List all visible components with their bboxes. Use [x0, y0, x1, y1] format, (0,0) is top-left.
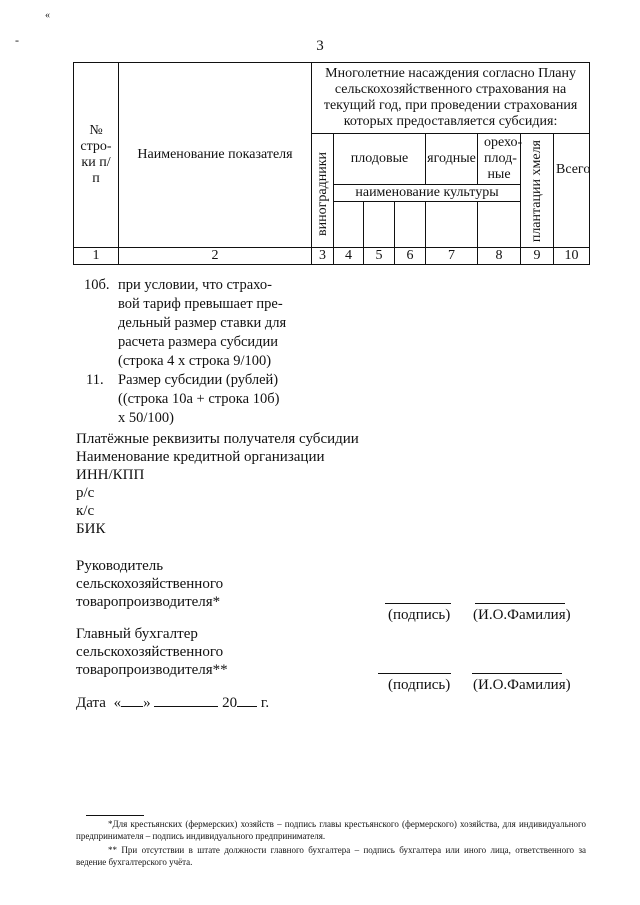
row-text-line: Размер субсидии (рублей): [118, 372, 279, 388]
date-day-blank: [121, 694, 143, 707]
row-number: 10б.: [84, 277, 110, 293]
accountant-title-line: сельскохозяйственного: [76, 644, 224, 660]
column-number: 4: [334, 248, 364, 265]
date-line: [76, 694, 269, 712]
empty-cell: [364, 201, 395, 247]
empty-cell: [426, 201, 478, 247]
footnote-1: *Для крестьянских (фермерских) хозяйств – подпись главы крестьянского (фермерского) хозяйства, для индивидуального предпринимателя – подпись индивидуального предпринимателя.: [76, 819, 586, 841]
head-signature-caption: (подпись): [388, 607, 451, 623]
row-text-line: при условии, что страхо-: [118, 277, 272, 293]
accountant-title-line: товаропроизводителя**: [76, 662, 228, 678]
bank-name-label: Наименование кредитной организации: [76, 449, 325, 465]
inn-kpp-label: ИНН/КПП: [76, 467, 145, 483]
head-title-line: сельскохозяйственного: [76, 576, 224, 592]
column-number: 8: [478, 248, 521, 265]
accountant-title-line: Главный бухгалтер: [76, 626, 198, 642]
bik-label: БИК: [76, 521, 106, 537]
accountant-signature-line: [378, 673, 451, 674]
row-number: 11.: [86, 372, 104, 388]
column-number: 2: [119, 248, 312, 265]
header-fruit: плодовые: [334, 134, 426, 185]
header-nut: орехо-плод-ные: [478, 134, 521, 185]
payment-requisites: [76, 430, 359, 538]
header-berry: ягодные: [426, 134, 478, 185]
column-number: 10: [554, 248, 590, 265]
header-row-number: № стро-ки п/п: [74, 63, 119, 248]
margin-mark-left: -: [15, 33, 19, 47]
footnote-2: ** При отсутствии в штате должности главного бухгалтера – подпись бухгалтера или иного лица, ответственного за ведение бухгалтерского учёта.: [76, 845, 586, 867]
requisites-title: Платёжные реквизиты получателя субсидии: [76, 431, 359, 447]
accountant-name-line: [472, 673, 562, 674]
date-year-suffix: г.: [260, 695, 270, 711]
date-open-quote: «: [113, 695, 122, 711]
header-perennial-plantings: Многолетние насаждения согласно Плану сельскохозяйственного страхования на текущий год, при проведении страхования которых предоставляется субсидия:: [312, 63, 590, 134]
column-number: 3: [312, 248, 334, 265]
header-hop: [521, 134, 554, 248]
row-text-line: расчета размера субсидии: [118, 334, 279, 350]
corr-account-label: к/с: [76, 503, 95, 519]
column-number: 9: [521, 248, 554, 265]
row-text-line: х 50/100): [118, 410, 174, 426]
account-label: р/с: [76, 485, 95, 501]
column-number: 7: [426, 248, 478, 265]
page-number: 3: [316, 38, 324, 54]
row-text: [118, 371, 318, 428]
header-hop-text: плантации хмеля: [529, 140, 544, 243]
column-number: 1: [74, 248, 119, 265]
table-continuation-rows: [76, 276, 318, 428]
date-year-prefix: 20: [222, 695, 238, 711]
head-signature-line: [385, 603, 451, 604]
accountant-name-caption: (И.О.Фамилия): [473, 677, 571, 693]
header-total: Всего: [554, 134, 590, 248]
footnote-separator: [86, 815, 144, 816]
header-crop-name: наименование культуры: [334, 184, 521, 201]
accountant-signature-block: [76, 625, 228, 679]
date-year-blank: [237, 694, 257, 707]
row-11: [76, 371, 318, 428]
subsidy-table: [73, 62, 590, 265]
row-10b: [76, 276, 318, 371]
date-month-blank: [154, 694, 218, 707]
date-label: Дата: [76, 695, 106, 711]
accountant-signature-caption: (подпись): [388, 677, 451, 693]
empty-cell: [334, 201, 364, 247]
row-text: [118, 276, 318, 371]
margin-mark-top: «: [45, 10, 50, 21]
empty-cell: [478, 201, 521, 247]
row-text-line: дельный размер ставки для: [118, 315, 287, 331]
row-text-line: ((строка 10а + строка 10б): [118, 391, 280, 407]
head-name-line: [475, 603, 565, 604]
row-text-line: вой тариф превышает пре-: [118, 296, 283, 312]
date-close-quote: »: [143, 695, 151, 711]
header-indicator-name: Наименование показателя: [119, 63, 312, 248]
head-name-caption: (И.О.Фамилия): [473, 607, 571, 623]
header-vineyards-text: виноградники: [314, 152, 330, 237]
header-vineyards: [312, 134, 334, 248]
head-title-line: товаропроизводителя*: [76, 594, 221, 610]
empty-cell: [395, 201, 426, 247]
row-text-line: (строка 4 х строка 9/100): [118, 353, 272, 369]
column-number: 6: [395, 248, 426, 265]
head-title-line: Руководитель: [76, 558, 164, 574]
head-signature-block: [76, 557, 223, 611]
column-number: 5: [364, 248, 395, 265]
